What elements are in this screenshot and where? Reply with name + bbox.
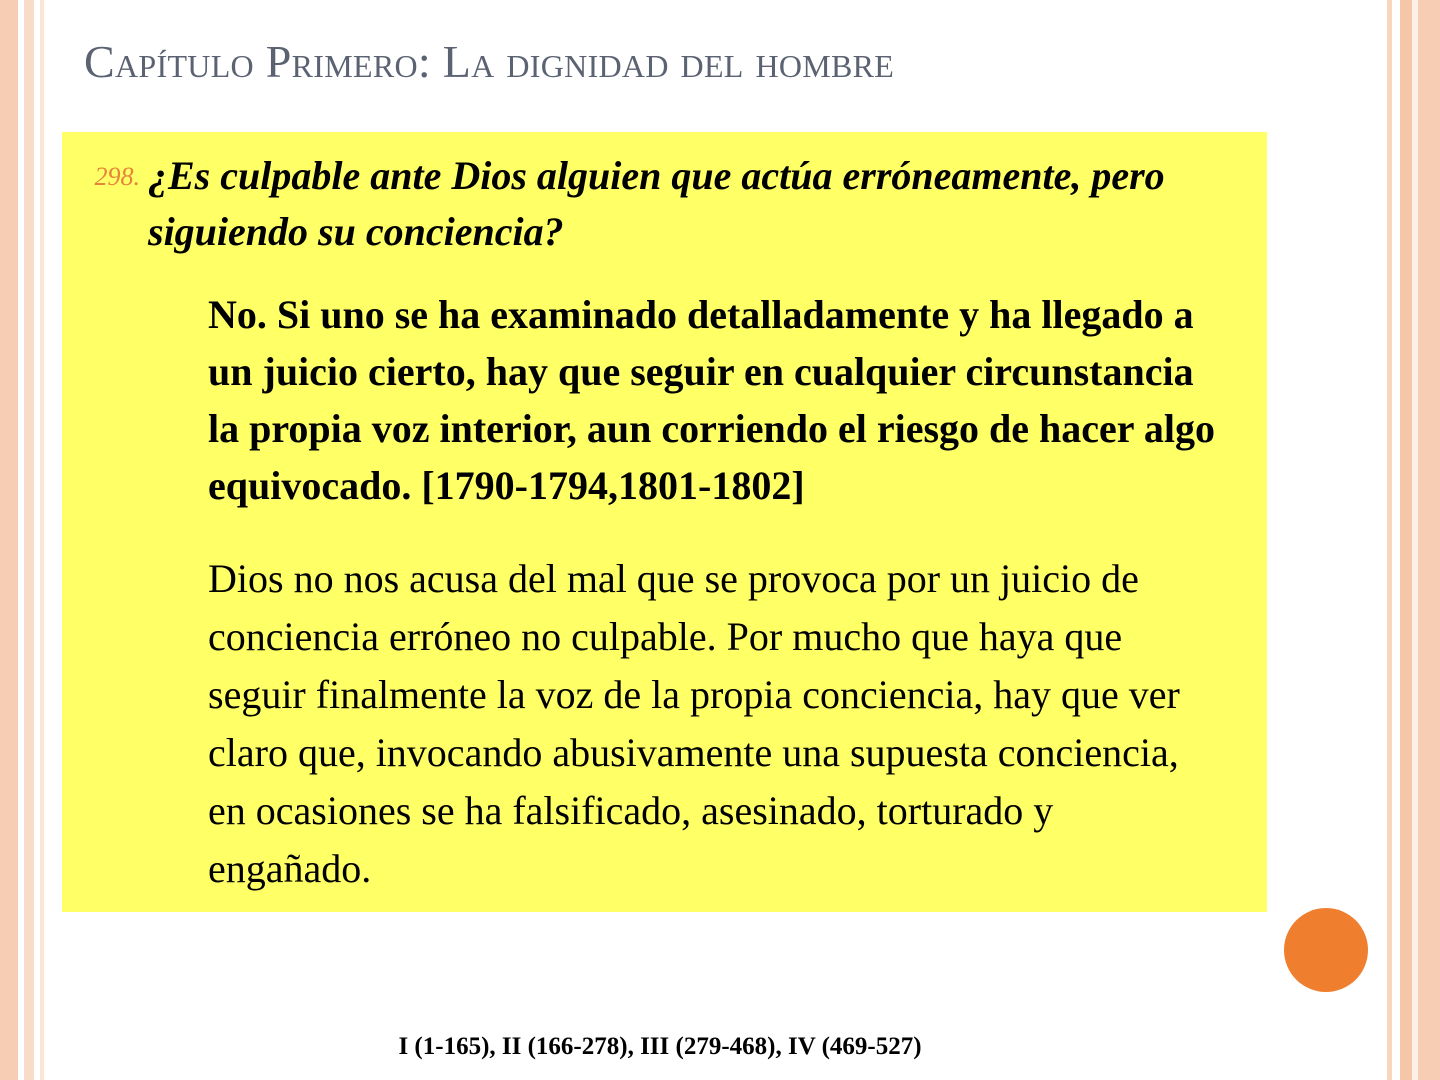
question-text: ¿Es culpable ante Dios alguien que actúa erróneamente, pero siguiendo su conciencia? bbox=[148, 153, 1165, 254]
footer-reference: I (1-165), II (166-278), III (279-468), IV (469-527) bbox=[398, 1033, 922, 1060]
right-border-stripe-inner bbox=[1400, 0, 1412, 1080]
left-border-stripe-inner bbox=[24, 0, 34, 1080]
left-border-stripe-thin bbox=[40, 0, 44, 1080]
right-border-stripe-outer bbox=[1418, 0, 1440, 1080]
question-row bbox=[62, 142, 1267, 264]
page-title: Capítulo Primero: La dignidad del hombre bbox=[84, 36, 895, 87]
answer-primary: No. Si uno se ha examinado detalladamente y ha llegado a un juicio cierto, hay que seguir en cualquier circunstancia la propia voz interior, aun corriendo el riesgo de hacer algo equivocado. [1790-1794,1801-1802] bbox=[208, 292, 1215, 508]
question-number: 298. bbox=[94, 162, 140, 191]
content-highlight-block bbox=[62, 132, 1267, 912]
answer-explanation: Dios no nos acusa del mal que se provoca por un juicio de conciencia erróneo no culpable. Por mucho que haya que seguir finalmente la voz de la propia conciencia, hay que ver claro que, invocando abusivamente una supuesta conciencia, en ocasiones se ha falsificado, asesinado, torturado y engañado. bbox=[208, 556, 1180, 891]
right-border-stripe-thin bbox=[1387, 0, 1392, 1080]
orange-circle-decoration bbox=[1284, 908, 1368, 992]
left-border-stripe-outer bbox=[0, 0, 18, 1080]
